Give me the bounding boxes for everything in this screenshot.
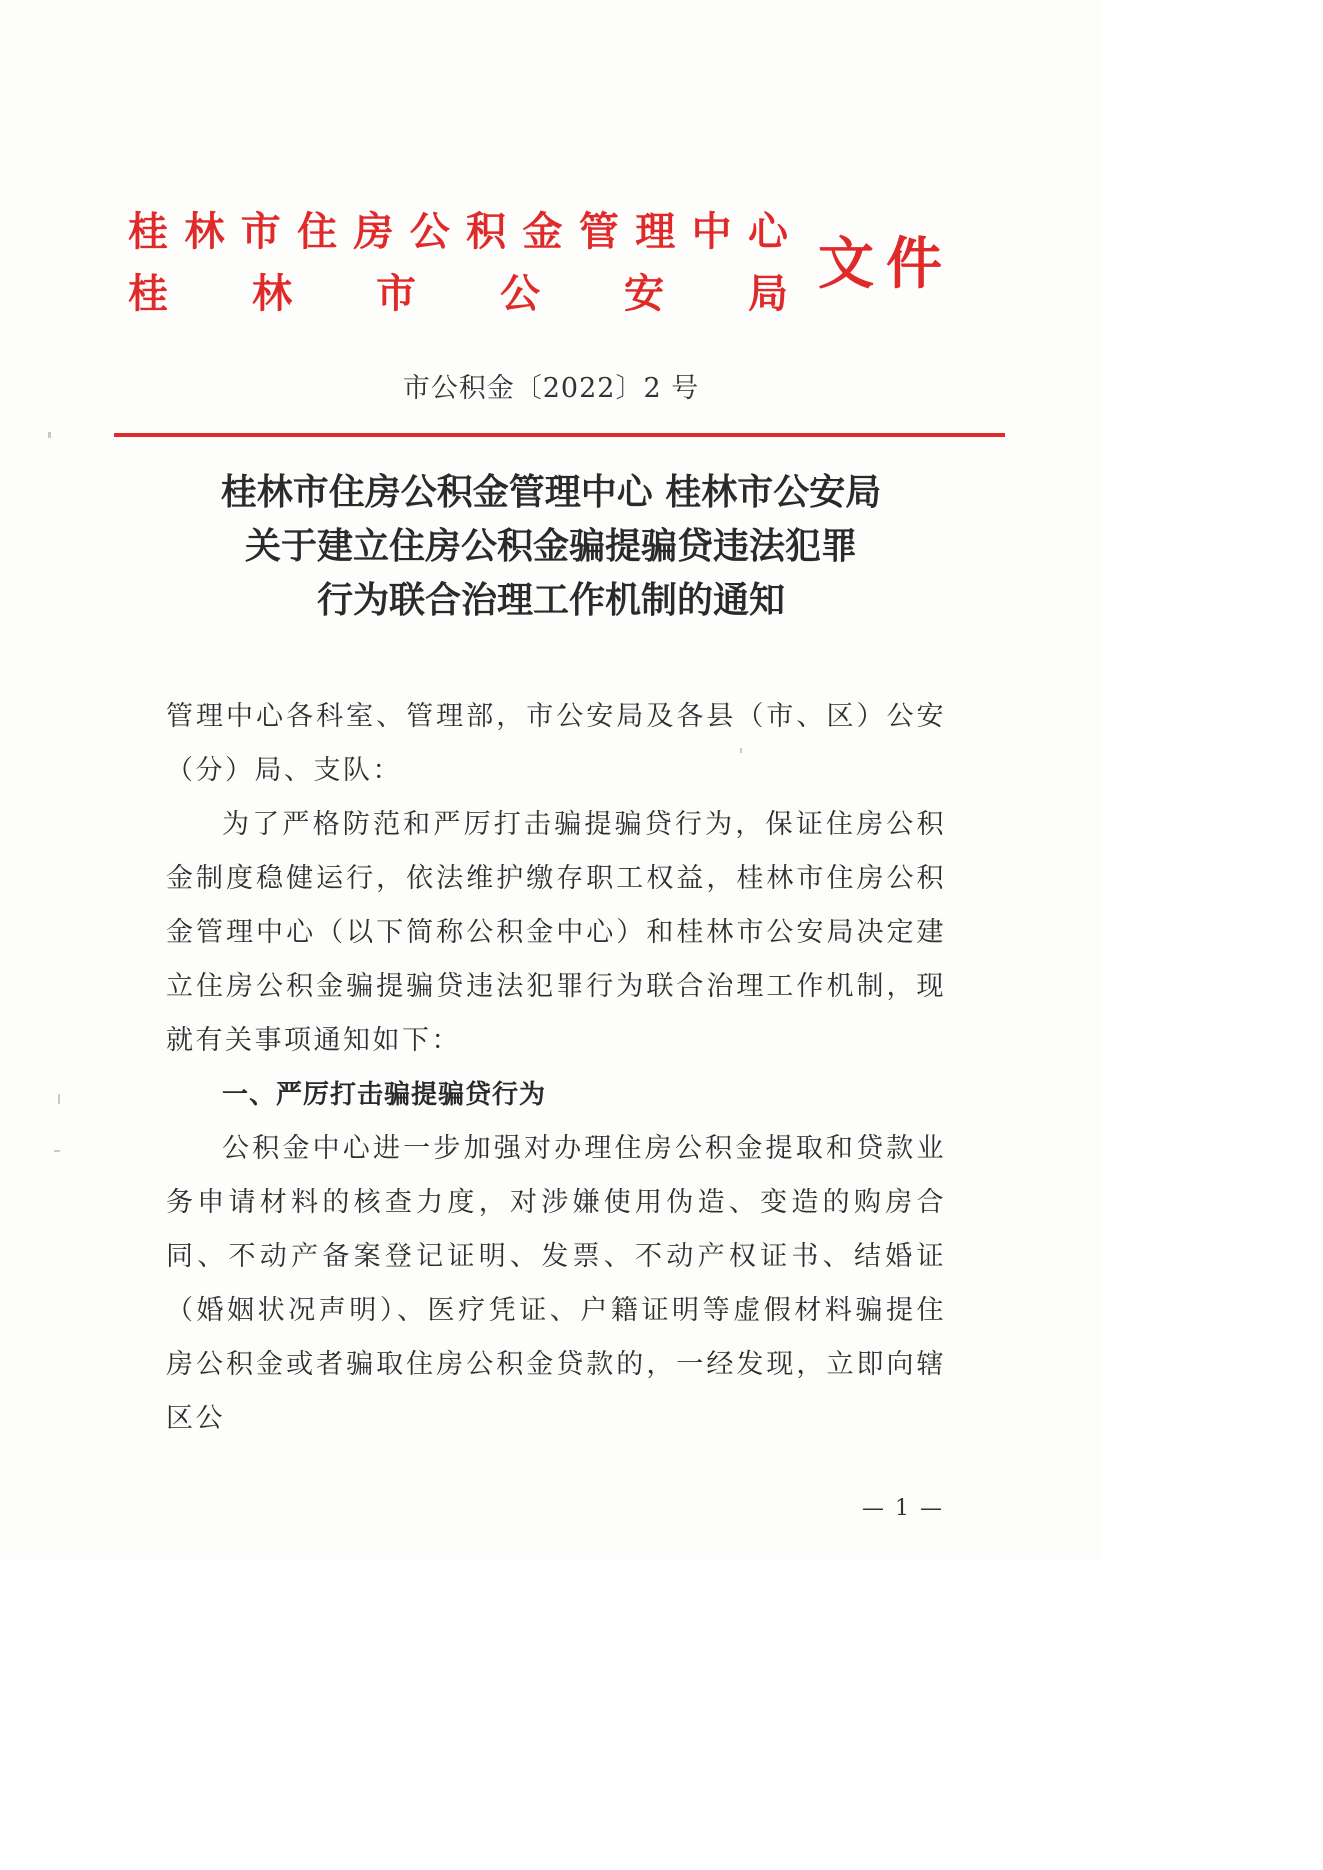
section-heading: 一、严厉打击骗提骗贷行为 <box>222 1080 547 1110</box>
issuer-char: 中 <box>691 209 732 255</box>
document-number: 市公积金〔2022〕2 号 <box>402 373 700 404</box>
issuer-char: 心 <box>747 209 788 255</box>
issuer-char: 桂 <box>128 271 168 317</box>
issuer-char: 金 <box>522 209 563 255</box>
issuer-char: 林 <box>252 271 292 317</box>
title-line-3: 行为联合治理工作机制的通知 <box>316 580 785 621</box>
issuer-char: 市 <box>240 209 281 255</box>
issuer-char: 林 <box>184 209 225 255</box>
issuer-char: 住 <box>297 209 338 255</box>
issuer-char: 管 <box>578 209 619 255</box>
scan-speck <box>48 432 51 438</box>
issuer-char: 房 <box>353 209 394 255</box>
issuer-char: 公 <box>409 209 450 255</box>
issuer-line-housing-fund-center <box>128 208 788 256</box>
issuer-char: 桂 <box>128 209 168 255</box>
body-paragraph: 为了严格防范和严厉打击骗提骗贷行为，保证住房公积金制度稳健运行，依法维护缴存职工权益，桂林市住房公积金管理中心（以下简称公积金中心）和桂林市公安局决定建立住房公积金骗提骗贷违法犯罪行为联合治理工作机制，现就有关事项通知如下： <box>166 809 946 1056</box>
issuer-char: 积 <box>466 209 507 255</box>
issuer-char: 理 <box>635 209 676 255</box>
issuer-char: 局 <box>748 271 788 317</box>
letterhead <box>128 200 968 320</box>
issuer-char: 安 <box>624 271 664 317</box>
scan-speck <box>58 1094 60 1104</box>
title-line-1: 桂林市住房公积金管理中心 桂林市公安局 <box>220 472 882 513</box>
document-label: 文件 <box>818 232 954 297</box>
page-number: — 1 — <box>862 1496 944 1521</box>
document-title <box>0 466 1102 628</box>
issuer-char: 市 <box>376 271 416 317</box>
body-paragraph: 公积金中心进一步加强对办理住房公积金提取和贷款业务申请材料的核查力度，对涉嫌使用伪造、变造的购房合同、不动产备案登记证明、发票、不动产权证书、结婚证（婚姻状况声明）、医疗凭证、户籍证明等虚假材料骗提住房公积金或者骗取住房公积金贷款的，一经发现，立即向辖区公 <box>166 1133 946 1434</box>
scan-speck <box>740 748 742 753</box>
title-line-2: 关于建立住房公积金骗提骗贷违法犯罪 <box>244 526 857 567</box>
issuer-char: 公 <box>500 271 540 317</box>
document-body <box>166 690 946 1446</box>
issuer-line-public-security-bureau <box>128 270 788 318</box>
scan-speck <box>54 1150 60 1152</box>
addressee: 管理中心各科室、管理部，市公安局及各县（市、区）公安（分）局、支队： <box>166 701 946 786</box>
red-divider <box>114 433 1005 437</box>
